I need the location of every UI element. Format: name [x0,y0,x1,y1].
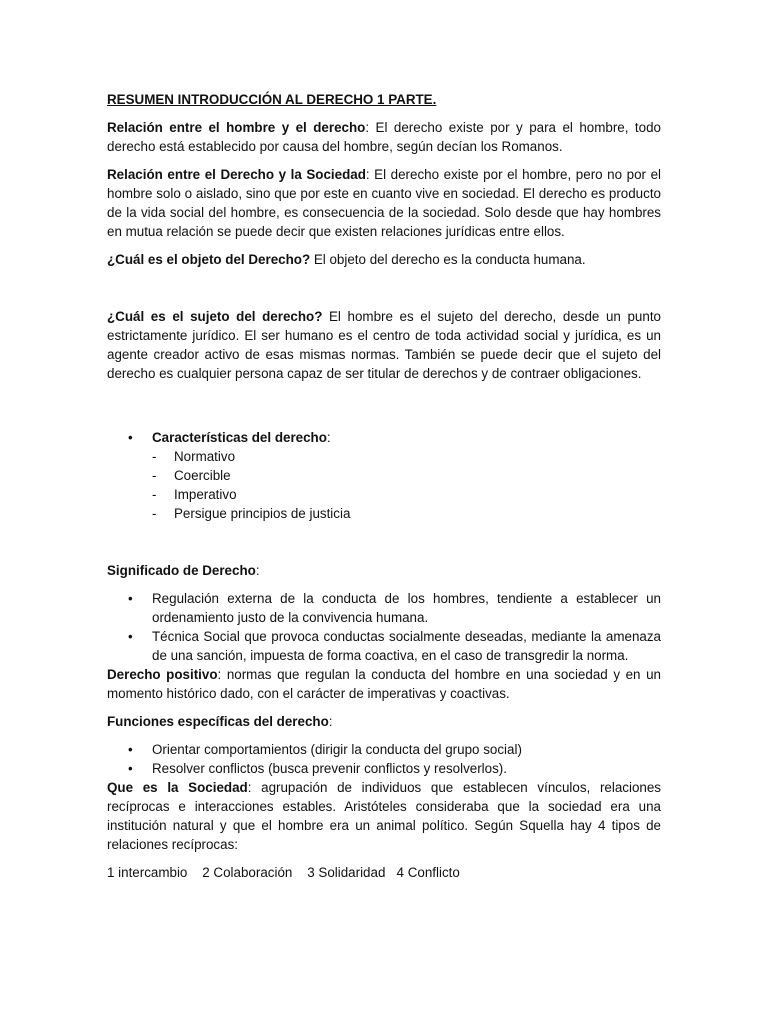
text-objeto: El objeto del derecho es la conducta humana. [310,252,586,267]
funciones-colon: : [328,714,333,729]
caracteristicas-sublist [107,447,661,523]
list-item [107,627,661,665]
list-item [107,759,661,778]
list-item-text: Orientar comportamientos (dirigir la conducta del grupo social) [152,742,522,757]
text-hombre-derecho: : El derecho existe por y para el hombre, todo derecho está establecido por causa del hombre, según decían los Romanos. [107,120,661,154]
bullet-icon: • [128,430,133,445]
bullet-icon: • [128,742,133,757]
list-item-text: Regulación externa de la conducta de los hombres, tendiente a establecer un ordenamiento justo de la convivencia humana. [152,591,661,625]
paragraph-positivo [107,665,661,703]
heading-derecho-sociedad: Relación entre el Derecho y la Sociedad [107,167,366,182]
significado-list [107,589,661,665]
caracteristicas-heading: Características del derecho [152,430,327,445]
text-positivo: : normas que regulan la conducta del hombre en una sociedad y en un momento histórico dado, con el carácter de imperativas y coactivas. [107,667,661,701]
list-item-text: Resolver conflictos (busca prevenir conflictos y resolverlos). [152,761,507,776]
list-item [107,447,661,466]
heading-hombre-derecho: Relación entre el hombre y el derecho [107,120,366,135]
heading-objeto: ¿Cuál es el objeto del Derecho? [107,252,311,267]
caracteristicas-list [107,428,661,447]
bullet-icon: • [128,591,133,606]
bullet-icon: • [128,761,133,776]
heading-sujeto: ¿Cuál es el sujeto del derecho? [107,309,323,324]
list-item [107,466,661,485]
heading-positivo: Derecho positivo [107,667,218,682]
list-item-text: Técnica Social que provoca conductas socialmente deseadas, mediante la amenaza de una sanción, impuesta de forma coactiva, en el caso de transgredir la norma. [152,629,661,663]
funciones-list [107,740,661,778]
list-item-text: Normativo [174,449,236,464]
bullet-icon: • [128,629,133,644]
dash-icon: - [152,506,157,521]
list-item-text: Persigue principios de justicia [174,506,351,521]
dash-icon: - [152,449,157,464]
list-item-text: Imperativo [174,487,237,502]
heading-significado: Significado de Derecho [107,563,256,578]
list-item [107,485,661,504]
document-title: RESUMEN INTRODUCCIÓN AL DERECHO 1 PARTE. [107,92,437,107]
significado-colon: : [255,563,260,578]
list-item [107,740,661,759]
heading-funciones: Funciones específicas del derecho [107,714,329,729]
dash-icon: - [152,487,157,502]
paragraph-hombre-derecho [107,118,661,156]
relaciones-line: 1 intercambio 2 Colaboración 3 Solidaridad 4 Conflicto [107,865,460,880]
paragraph-sociedad [107,778,661,854]
list-item-text: Coercible [174,468,231,483]
list-item [107,504,661,523]
paragraph-significado [107,561,661,580]
list-item [107,428,661,447]
paragraph-sujeto [107,307,661,383]
paragraph-derecho-sociedad [107,165,661,241]
paragraph-objeto [107,250,661,269]
heading-sociedad: Que es la Sociedad [107,780,248,795]
text-derecho-sociedad: : El derecho existe por el hombre, pero no por el hombre solo o aislado, sino que por este en cuanto vive en sociedad. El derecho es producto de la vida social del hombre, es consecuencia de la sociedad. Solo desde que hay hombres en mutua relación se puede decir que existen relaciones jurídicas entre ellos. [107,167,661,239]
text-sujeto: El hombre es el sujeto del derecho, desde un punto estrictamente jurídico. El ser humano es el centro de toda actividad social y jurídica, es un agente creador activo de esas mismas normas. También se puede decir que el sujeto del derecho es cualquier persona capaz de ser titular de derechos y de contraer obligaciones. [107,309,661,381]
list-item [107,589,661,627]
dash-icon: - [152,468,157,483]
paragraph-funciones [107,712,661,731]
text-sociedad: : agrupación de individuos que establecen vínculos, relaciones recíprocas e interacciones estables. Aristóteles consideraba que la sociedad era una institución natural y que el hombre era un animal político. Según Squella hay 4 tipos de relaciones recíprocas: [107,780,661,852]
caracteristicas-colon: : [326,430,331,445]
